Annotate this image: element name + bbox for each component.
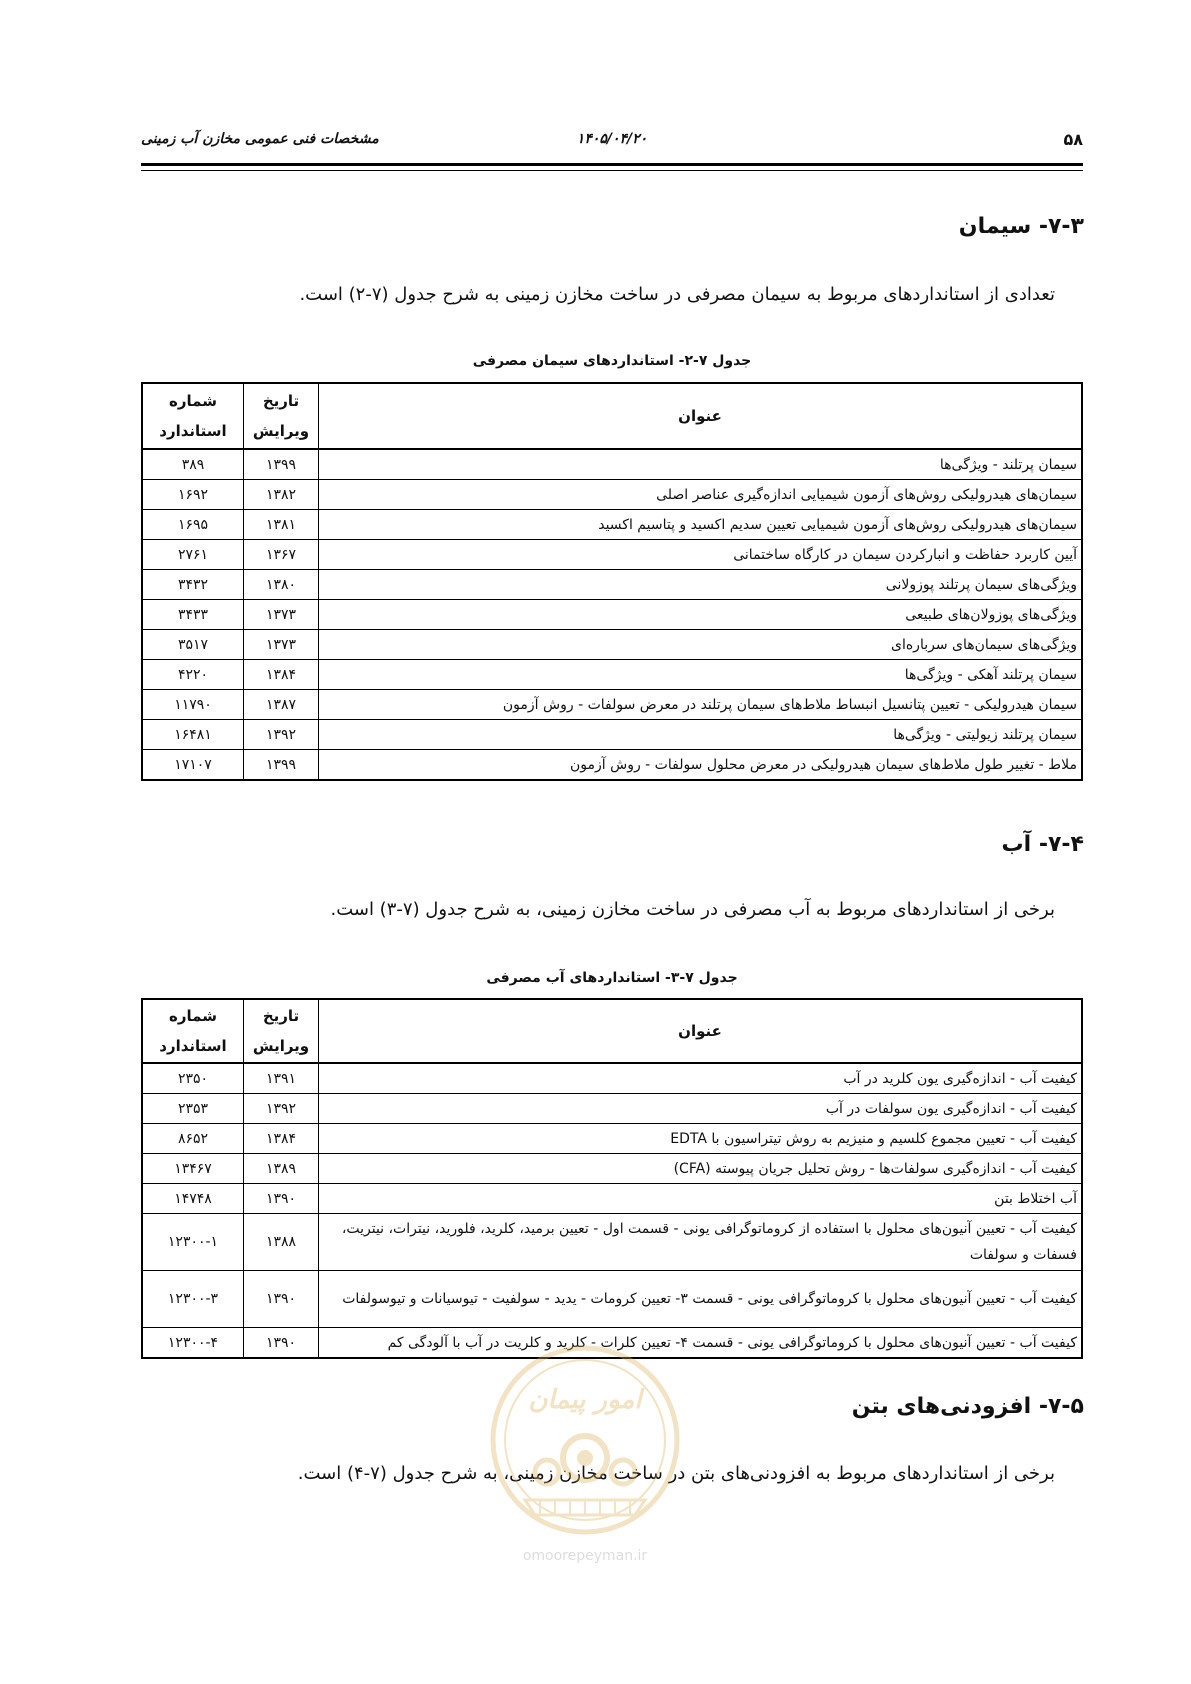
cell-title: ملاط - تغییر طول ملاط‌های سیمان هیدرولیکی در معرض محلول سولفات - روش آزمون [319, 750, 1083, 781]
table-row [142, 480, 1082, 510]
table-row [142, 1271, 1082, 1328]
cell-date: ۱۳۸۴ [244, 660, 319, 690]
paragraph-water: برخی از استانداردهای مربوط به آب مصرفی در ساخت مخازن زمینی، به شرح جدول (۷-۳) است. [330, 899, 1055, 920]
cell-title: کیفیت آب - تعیین مجموع کلسیم و منیزیم به روش تیتراسیون با EDTA [319, 1124, 1083, 1154]
header-date: ۱۴۰۵/۰۴/۲۰ [576, 131, 648, 147]
cell-title: ویژگی‌های پوزولان‌های طبیعی [319, 600, 1083, 630]
watermark-site: omoorepeyman.ir [522, 1548, 648, 1564]
table-row [142, 630, 1082, 660]
section-title-water: ۷-۴- آب [1001, 832, 1084, 857]
cell-number: ۸۶۵۲ [142, 1124, 244, 1154]
table-row [142, 1214, 1082, 1271]
cell-number: ۴۲۲۰ [142, 660, 244, 690]
table-caption-water: جدول ۷-۳- استانداردهای آب مصرفی [486, 970, 738, 986]
cell-title: کیفیت آب - تعیین آنیون‌های محلول با کروماتوگرافی یونی - قسمت ۳- تعیین کرومات - یدید - سولفیت - تیوسیانات و تیوسولفات [319, 1271, 1083, 1328]
cell-number: ۱۳۴۶۷ [142, 1154, 244, 1184]
cell-title: سیمان‌های هیدرولیکی روش‌های آزمون شیمیایی اندازه‌گیری عناصر اصلی [319, 480, 1083, 510]
table-row [142, 510, 1082, 540]
cell-number: ۲۷۶۱ [142, 540, 244, 570]
cell-title: سیمان هیدرولیکی - تعیین پتانسیل انبساط ملاط‌های سیمان پرتلند در معرض سولفات - روش آزمون [319, 690, 1083, 720]
cell-number: ۳۵۱۷ [142, 630, 244, 660]
table-cement [141, 382, 1083, 781]
cell-title: سیمان‌های هیدرولیکی روش‌های آزمون شیمیایی تعیین سدیم اکسید و پتاسیم اکسید [319, 510, 1083, 540]
cell-number: ۱۷۱۰۷ [142, 750, 244, 781]
column-header-date: تاریخ ویرایش [244, 999, 319, 1063]
table-row [142, 570, 1082, 600]
table-row [142, 660, 1082, 690]
watermark-logo [485, 1340, 685, 1570]
cell-date: ۱۳۸۸ [244, 1214, 319, 1271]
cell-number: ۲۳۵۰ [142, 1063, 244, 1094]
cell-title: آب اختلاط بتن [319, 1184, 1083, 1214]
page-number: ۵۸ [1063, 130, 1083, 149]
cell-number: ۳۴۳۲ [142, 570, 244, 600]
cell-title: ویژگی‌های سیمان‌های سرباره‌ای [319, 630, 1083, 660]
cell-number: ۱۲۳۰۰-۳ [142, 1271, 244, 1328]
cell-date: ۱۳۹۰ [244, 1271, 319, 1328]
cell-title: سیمان پرتلند زیولیتی - ویژگی‌ها [319, 720, 1083, 750]
column-header-title: عنوان [319, 383, 1083, 449]
cell-date: ۱۳۸۰ [244, 570, 319, 600]
cell-date: ۱۳۹۲ [244, 1094, 319, 1124]
table-row [142, 1094, 1082, 1124]
cell-date: ۱۳۸۴ [244, 1124, 319, 1154]
cell-title: کیفیت آب - تعیین آنیون‌های محلول با کروماتوگرافی یونی - قسمت ۴- تعیین کلرات - کلرید و کلریت در آب با آلودگی کم [319, 1328, 1083, 1359]
cell-date: ۱۳۹۰ [244, 1184, 319, 1214]
paragraph-additives: برخی از استانداردهای مربوط به افزودنی‌های بتن در ساخت مخازن زمینی، به شرح جدول (۷-۴) است. [297, 1463, 1055, 1484]
watermark-logo-text: امور پیمان [528, 1385, 642, 1415]
section-title-cement: ۷-۳- سیمان [958, 214, 1084, 239]
cell-number: ۱۱۷۹۰ [142, 690, 244, 720]
watermark-emblem-icon [485, 1340, 685, 1545]
column-header-date: تاریخ ویرایش [244, 383, 319, 449]
cell-date: ۱۳۸۹ [244, 1154, 319, 1184]
cell-number: ۱۶۹۲ [142, 480, 244, 510]
section-title-additives: ۷-۵- افزودنی‌های بتن [851, 1394, 1084, 1419]
cell-title: کیفیت آب - تعیین آنیون‌های محلول با استفاده از کروماتوگرافی یونی - قسمت اول - تعیین برمید، کلرید، فلورید، نیترات، نیتریت، فسفات و سولفات [319, 1214, 1083, 1271]
cell-date: ۱۳۹۲ [244, 720, 319, 750]
cell-date: ۱۳۷۳ [244, 630, 319, 660]
cell-title: سیمان پرتلند - ویژگی‌ها [319, 449, 1083, 480]
cell-number: ۲۳۵۳ [142, 1094, 244, 1124]
cell-number: ۱۲۳۰۰-۴ [142, 1328, 244, 1359]
cell-title: ویژگی‌های سیمان پرتلند پوزولانی [319, 570, 1083, 600]
cell-title: کیفیت آب - اندازه‌گیری یون کلرید در آب [319, 1063, 1083, 1094]
cell-date: ۱۳۸۲ [244, 480, 319, 510]
cell-date: ۱۳۹۰ [244, 1328, 319, 1359]
cell-date: ۱۳۹۹ [244, 750, 319, 781]
cell-number: ۱۴۷۴۸ [142, 1184, 244, 1214]
table-caption-cement: جدول ۷-۲- استانداردهای سیمان مصرفی [472, 353, 752, 369]
cell-date: ۱۳۸۱ [244, 510, 319, 540]
paragraph-cement: تعدادی از استانداردهای مربوط به سیمان مصرفی در ساخت مخازن زمینی به شرح جدول (۷-۲) است. [299, 284, 1055, 305]
table-row [142, 720, 1082, 750]
cell-number: ۱۲۳۰۰-۱ [142, 1214, 244, 1271]
cell-number: ۱۶۹۵ [142, 510, 244, 540]
table-row [142, 690, 1082, 720]
table-header-row [142, 999, 1082, 1063]
cell-date: ۱۳۷۳ [244, 600, 319, 630]
cell-date: ۱۳۸۷ [244, 690, 319, 720]
cell-title: سیمان پرتلند آهکی - ویژگی‌ها [319, 660, 1083, 690]
table-water [141, 998, 1083, 1359]
cell-date: ۱۳۹۱ [244, 1063, 319, 1094]
table-row [142, 1154, 1082, 1184]
page-header [141, 128, 1083, 158]
column-header-title: عنوان [319, 999, 1083, 1063]
table-row [142, 540, 1082, 570]
table-row [142, 1124, 1082, 1154]
column-header-number: شماره استاندارد [142, 999, 244, 1063]
cell-number: ۳۴۳۳ [142, 600, 244, 630]
cell-number: ۱۶۴۸۱ [142, 720, 244, 750]
cell-number: ۳۸۹ [142, 449, 244, 480]
header-document-title: مشخصات فنی عمومی مخازن آب زمینی [141, 131, 379, 147]
cell-date: ۱۳۹۹ [244, 449, 319, 480]
cell-date: ۱۳۶۷ [244, 540, 319, 570]
table-row [142, 750, 1082, 781]
table-header-row [142, 383, 1082, 449]
table-row [142, 1184, 1082, 1214]
cell-title: کیفیت آب - اندازه‌گیری یون سولفات در آب [319, 1094, 1083, 1124]
cell-title: کیفیت آب - اندازه‌گیری سولفات‌ها - روش تحلیل جریان پیوسته (CFA) [319, 1154, 1083, 1184]
table-row [142, 600, 1082, 630]
table-row [142, 1063, 1082, 1094]
cell-title: آیین کاربرد حفاظت و انبارکردن سیمان در کارگاه ساختمانی [319, 540, 1083, 570]
header-rule [141, 163, 1083, 171]
column-header-number: شماره استاندارد [142, 383, 244, 449]
table-row [142, 449, 1082, 480]
